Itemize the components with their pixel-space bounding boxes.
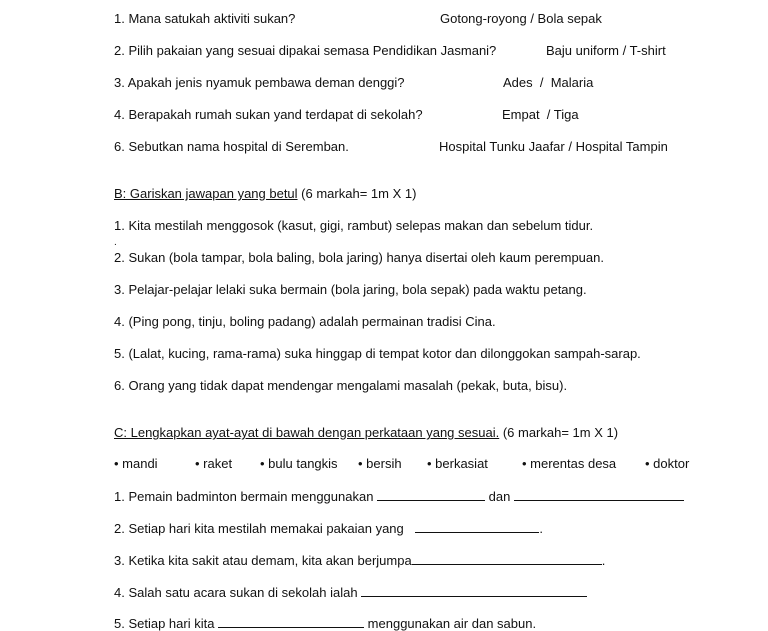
blank-c4[interactable] [361, 584, 587, 597]
option-merentas-desa: • merentas desa [522, 456, 617, 471]
item-c2 [114, 520, 543, 536]
answer-a2: Baju uniform / T-shirt [546, 43, 666, 58]
item-b2: 2. Sukan (bola tampar, bola baling, bola jaring) hanya disertai oleh kaum perempuan. [114, 250, 604, 265]
section-c-title: C: Lengkapkan ayat-ayat di bawah dengan perkataan yang sesuai. [114, 425, 500, 440]
blank-c1-a[interactable] [377, 488, 485, 501]
blank-c3[interactable] [412, 552, 602, 565]
item-b3: 3. Pelajar-pelajar lelaki suka bermain (bola jaring, bola sepak) pada waktu petang. [114, 282, 587, 297]
item-c5 [114, 615, 536, 631]
item-c2-text: 2. Setiap hari kita mestilah memakai pakaian yang [114, 521, 408, 536]
section-b-marks: (6 markah= 1m X 1) [297, 186, 417, 201]
blank-c2[interactable] [415, 520, 539, 533]
item-c1-middle: dan [485, 489, 514, 504]
item-c1-text: 1. Pemain badminton bermain menggunakan [114, 489, 378, 504]
item-c2-end: . [539, 521, 544, 536]
item-c1 [114, 488, 684, 504]
section-b-heading [114, 186, 416, 201]
item-c3-end: . [601, 553, 606, 568]
answer-a6: Hospital Tunku Jaafar / Hospital Tampin [439, 139, 668, 154]
question-a3: 3. Apakah jenis nyamuk pembawa deman denggi? [114, 75, 405, 90]
blank-c5[interactable] [218, 615, 364, 628]
section-c-heading [114, 425, 618, 440]
option-bulu-tangkis: • bulu tangkis [260, 456, 338, 471]
item-c5-end: menggunakan air dan sabun. [364, 616, 537, 631]
item-b4: 4. (Ping pong, tinju, boling padang) adalah permainan tradisi Cina. [114, 314, 496, 329]
item-c5-text: 5. Setiap hari kita [114, 616, 219, 631]
question-a1: 1. Mana satukah aktiviti sukan? [114, 11, 296, 26]
item-b1: 1. Kita mestilah menggosok (kasut, gigi, rambut) selepas makan dan sebelum tidur. [114, 218, 594, 233]
item-c4 [114, 584, 587, 600]
option-berkasiat: • berkasiat [427, 456, 488, 471]
item-b6: 6. Orang yang tidak dapat mendengar mengalami masalah (pekak, buta, bisu). [114, 378, 568, 393]
answer-a1: Gotong-royong / Bola sepak [440, 11, 602, 26]
option-bersih: • bersih [358, 456, 402, 471]
question-a2: 2. Pilih pakaian yang sesuai dipakai semasa Pendidikan Jasmani? [114, 43, 497, 58]
option-raket: • raket [195, 456, 233, 471]
stray-dot: . [114, 237, 117, 248]
option-mandi: • mandi [114, 456, 158, 471]
answer-a3: Ades / Malaria [503, 75, 594, 90]
item-b5: 5. (Lalat, kucing, rama-rama) suka hinggap di tempat kotor dan dilonggokan sampah-sarap. [114, 346, 641, 361]
item-c4-text: 4. Salah satu acara sukan di sekolah ialah [114, 585, 362, 600]
item-c3-text: 3. Ketika kita sakit atau demam, kita akan berjumpa [114, 553, 412, 568]
section-b-title: B: Gariskan jawapan yang betul [114, 186, 298, 201]
blank-c1-b[interactable] [514, 488, 684, 501]
section-c-marks: (6 markah= 1m X 1) [499, 425, 619, 440]
answer-a4: Empat / Tiga [502, 107, 579, 122]
question-a6: 6. Sebutkan nama hospital di Seremban. [114, 139, 349, 154]
question-a4: 4. Berapakah rumah sukan yand terdapat di sekolah? [114, 107, 423, 122]
option-doktor: • doktor [645, 456, 690, 471]
item-c3 [114, 552, 605, 568]
